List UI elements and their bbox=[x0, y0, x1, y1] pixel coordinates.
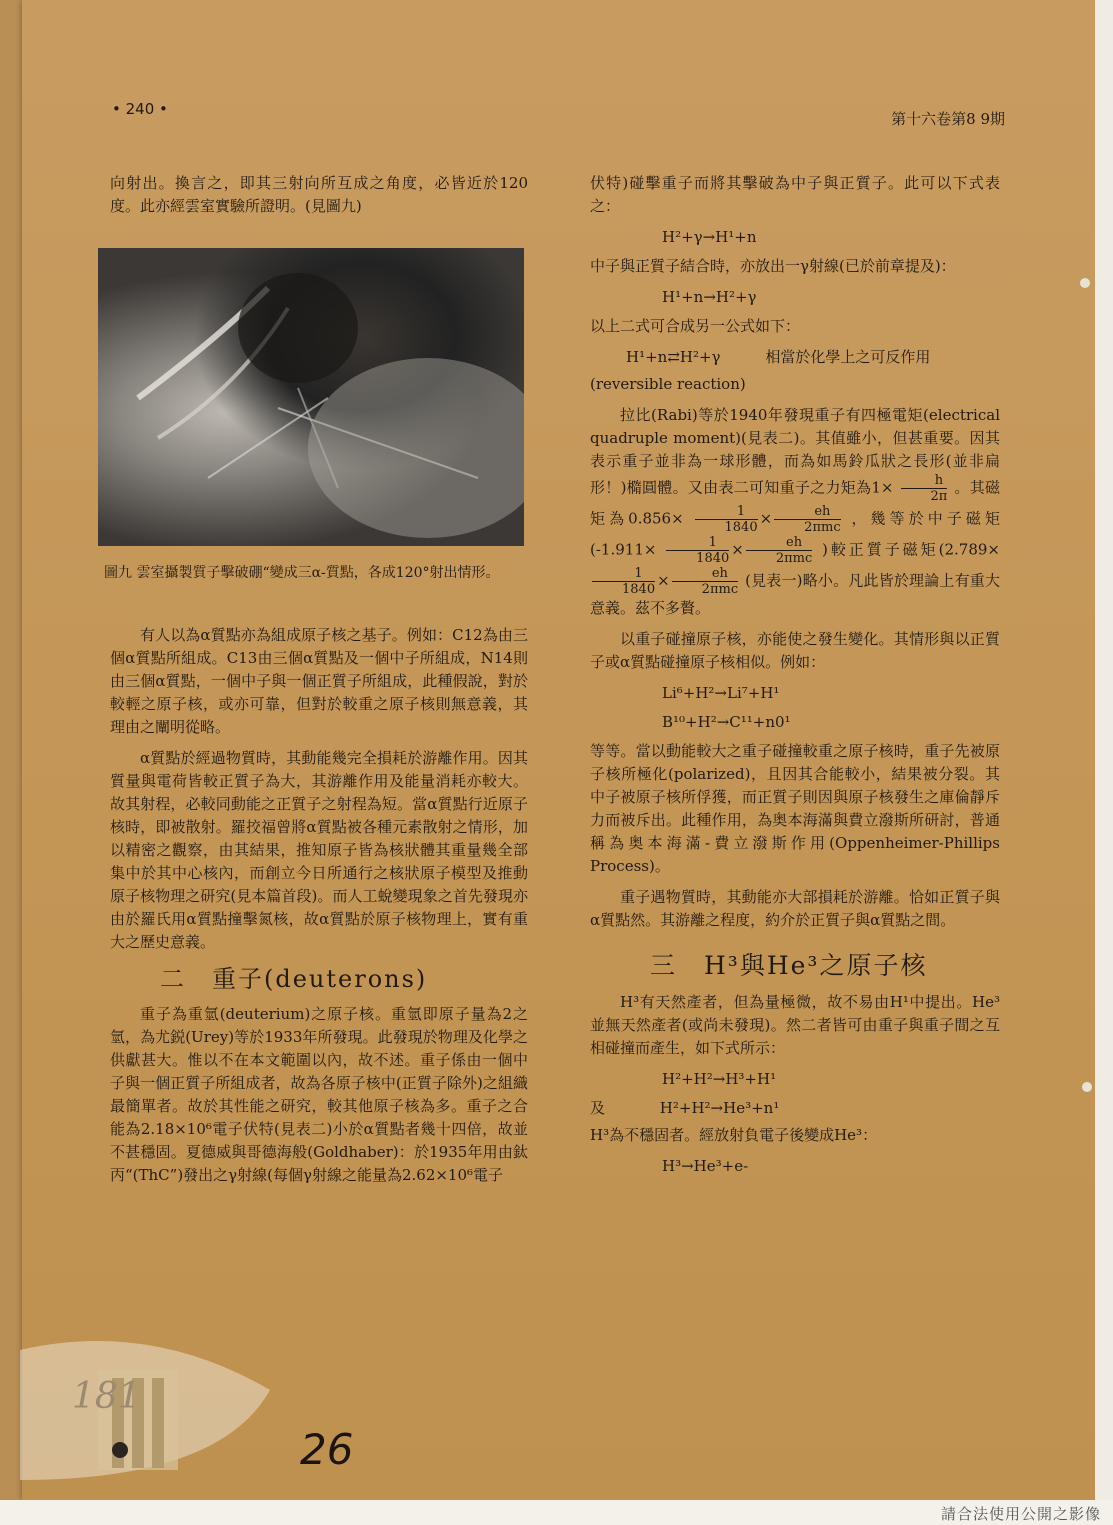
fraction-numerator: eh bbox=[746, 535, 812, 551]
figure-caption: 圖九 雲室攝製質子擊破硼“變成三α-質點，各成120°射出情形。 bbox=[104, 565, 500, 581]
paragraph: 以上二式可合成另一公式如下： bbox=[590, 317, 801, 335]
fraction-denominator: 2πmc bbox=[775, 551, 813, 566]
equation: H²+H²→He³+n¹ bbox=[659, 1099, 780, 1117]
equation: H¹+n→H²+γ bbox=[662, 288, 757, 306]
issue-label: 第十六卷第8 9期 bbox=[891, 110, 1005, 128]
fraction-denominator: 1840 bbox=[724, 520, 758, 535]
stamp-number: 181 bbox=[72, 1376, 141, 1417]
library-stamp bbox=[20, 1330, 280, 1480]
paragraph: H³有天然產者，但為量極微，故不易由H¹中提出。He³並無天然產者(或尚未發現)。然二者皆可由重子與重子間之互相碰撞而產生，如下式所示： bbox=[590, 993, 1000, 1057]
fraction-denominator: 2πmc bbox=[701, 582, 739, 597]
right-column bbox=[590, 172, 1000, 1184]
paragraph: 向射出。換言之，即其三射向所互成之角度，必皆近於120度。此亦經雲室實驗所證明。(見圖九) bbox=[110, 174, 528, 215]
paragraph-magnetic-moment: 拉比(Rabi)等於1940年發現重子有四極電矩(electrical quadruple moment)(見表二)。其值雖小，但甚重要。因其表示重子並非為一球形體，而為如馬鈴瓜狀之長形(並非扁形！)橢圓體。又由表二可知重子之力矩為1× $\frac{h}{2\pi}$ 。其磁矩為0.856× $\frac{1}{1840}$ × $\frac{eh}{\text{2πmc}}$ ，幾等於中子磁矩(-1.911× $\frac{1}{1840}$ × $\frac{eh}{\text{2πmc}}$ )較正質子磁矩(2.789× $\frac{1}{1840}$ × $\frac{eh}{\text{2πmc}}$ (見表一)略小。凡此皆於理論上有重大意義。茲不多贅。 bbox=[590, 406, 1000, 617]
fraction-numerator: h bbox=[901, 473, 948, 489]
equation-note-english: (reversible reaction) bbox=[590, 375, 746, 393]
fraction-denominator: 1840 bbox=[696, 551, 730, 566]
text-run: (見表一)略小。凡此皆於理論上有重大意義。茲不多贅。 bbox=[590, 571, 1000, 617]
equation: Li⁶+H²→Li⁷+H¹ bbox=[662, 684, 780, 702]
fraction-denominator: 1840 bbox=[622, 582, 656, 597]
paragraph: α質點於經過物質時，其動能幾完全損耗於游離作用。因其質量與電荷皆較正質子為大，其游離作用及能量消耗亦較大。故其射程，必較同動能之正質子之射程為短。當α質點行近原子核時，即被散射。羅挍福曾將α質點被各種元素散射之情形，加以精密之觀察，由其結果，推知原子皆為核狀體其重量幾全部集中於其中心核內，而創立今日所通行之核狀原子模型及推動原子核物理之研究(見本篇首段)。而人工蛻變現象之首先發現亦由於羅氏用α質點撞擊氮核，故α質點於原子核物理上，實有重大之歷史意義。 bbox=[110, 749, 528, 951]
paragraph: H³為不穩固者。經放射負電子後變成He³： bbox=[590, 1126, 878, 1144]
paragraph: 等等。當以動能較大之重子碰撞較重之原子核時，重子先被原子核所極化(polarized)，且因其合能較小，結果被分裂。其中子被原子核所俘獲，而正質子則因與原子核發生之庫倫靜斥力而被斥出。此種作用，為奥本海滿與費立潑斯所研討，普通稱為奥本海滿-費立潑斯作用(Oppenheimer-Phillips Process)。 bbox=[590, 742, 1000, 875]
fraction-denominator: 2π bbox=[930, 489, 948, 504]
fraction bbox=[695, 504, 758, 535]
paragraph: 伏特)碰擊重子而將其擊破為中子與正質子。此可以下式表之： bbox=[590, 174, 1000, 215]
text-run: )較正質子磁矩(2.789× bbox=[822, 540, 1000, 559]
equation: H²+γ→H¹+n bbox=[662, 228, 757, 246]
equation: H²+H²→H³+H¹ bbox=[662, 1070, 777, 1088]
fraction bbox=[672, 566, 738, 597]
handwritten-number: 26 bbox=[300, 1425, 354, 1474]
fraction-numerator: 1 bbox=[695, 504, 758, 520]
stamp-graphic bbox=[20, 1330, 280, 1480]
fraction bbox=[592, 566, 655, 597]
punch-hole bbox=[1080, 278, 1090, 288]
equation: H³→He³+e- bbox=[662, 1157, 749, 1175]
equation-prefix: 及 bbox=[590, 1099, 606, 1117]
paragraph: 中子與正質子結合時，亦放出一γ射線(已於前章提及)： bbox=[590, 257, 956, 275]
fraction bbox=[774, 504, 840, 535]
equation: B¹⁰+H²→C¹¹+n0¹ bbox=[662, 713, 791, 731]
photo-tracks bbox=[98, 248, 524, 546]
section-heading: 二 重子(deuterons) bbox=[160, 965, 428, 993]
scan-margin-right bbox=[1095, 0, 1113, 1525]
paragraph: 以重子碰撞原子核，亦能使之發生變化。其情形與以正質子或α質點碰撞原子核相似。例如： bbox=[590, 630, 1000, 671]
equation: H¹+n⇄H²+γ bbox=[626, 348, 721, 366]
fraction bbox=[901, 473, 948, 504]
paragraph: 有人以為α質點亦為組成原子核之基子。例如：C12為由三個α質點所組成。C13由三個α質點及一個中子所組成，N14則由三個α質點，一個中子與一個正質子所組成，此種假說，對於較輕之原子核，或亦可靠，但對於較重之原子核則無意義，其理由之闡明從略。 bbox=[110, 626, 528, 736]
paragraph: 重子為重氫(deuterium)之原子核。重氫即原子量為2之氫，為尤鋭(Urey)等於1933年所發現。此發現於物理及化學之供獻甚大。惟以不在本文範圍以內，故不述。重子係由一個中子與一個正質子所組成者，故為各原子核中(正質子除外)之組織最簡單者。故於其性能之研究，較其他原子核為多。重子之合能為2.18×10⁶電子伏特(見表二)小於α質點者幾十四倍，故並不甚穩固。夏德威與哥德海般(Goldhaber)：於1935年用由鈦丙“(ThC”)發出之γ射線(每個γ射線之能量為2.62×10⁶電子 bbox=[110, 1005, 528, 1184]
equation-row bbox=[590, 1097, 1000, 1120]
text-run: 拉比(Rabi)等於1940年發現重子有四極電矩(electrical quadruple moment)(見表二)。其值雖小，但甚重要。因其表示重子並非為一球形體，而為如馬鈴瓜狀之長形(並非扁形！)橢圓體。又由表二可知重子之力矩為1× bbox=[590, 406, 1000, 497]
punch-hole bbox=[1082, 1082, 1092, 1092]
section-heading: 三 H³與He³之原子核 bbox=[650, 951, 928, 980]
fraction bbox=[746, 535, 812, 566]
left-column-top bbox=[110, 172, 528, 226]
text-run: ，幾等於中子磁矩(-1.911× bbox=[590, 509, 1000, 559]
equation-note: 相當於化學上之可反作用 bbox=[765, 348, 931, 366]
cloud-chamber-photo bbox=[98, 248, 524, 546]
usage-disclaimer: 請合法使用公開之影像 bbox=[940, 1505, 1101, 1523]
equation-row bbox=[590, 346, 1000, 369]
fraction-numerator: 1 bbox=[592, 566, 655, 582]
fraction-numerator: 1 bbox=[666, 535, 729, 551]
fraction bbox=[666, 535, 729, 566]
fraction-denominator: 2πmc bbox=[804, 520, 841, 535]
fraction-numerator: eh bbox=[672, 566, 738, 582]
fraction-numerator: eh bbox=[774, 504, 840, 520]
page-number: • 240 • bbox=[112, 100, 168, 118]
text-run: 。其磁矩為0.856× bbox=[590, 478, 1000, 528]
left-column-body bbox=[110, 624, 528, 1195]
paragraph: 重子遇物質時，其動能亦大部損耗於游離。恰如正質子與α質點然。其游離之程度，約介於正質子與α質點之間。 bbox=[590, 888, 1000, 929]
